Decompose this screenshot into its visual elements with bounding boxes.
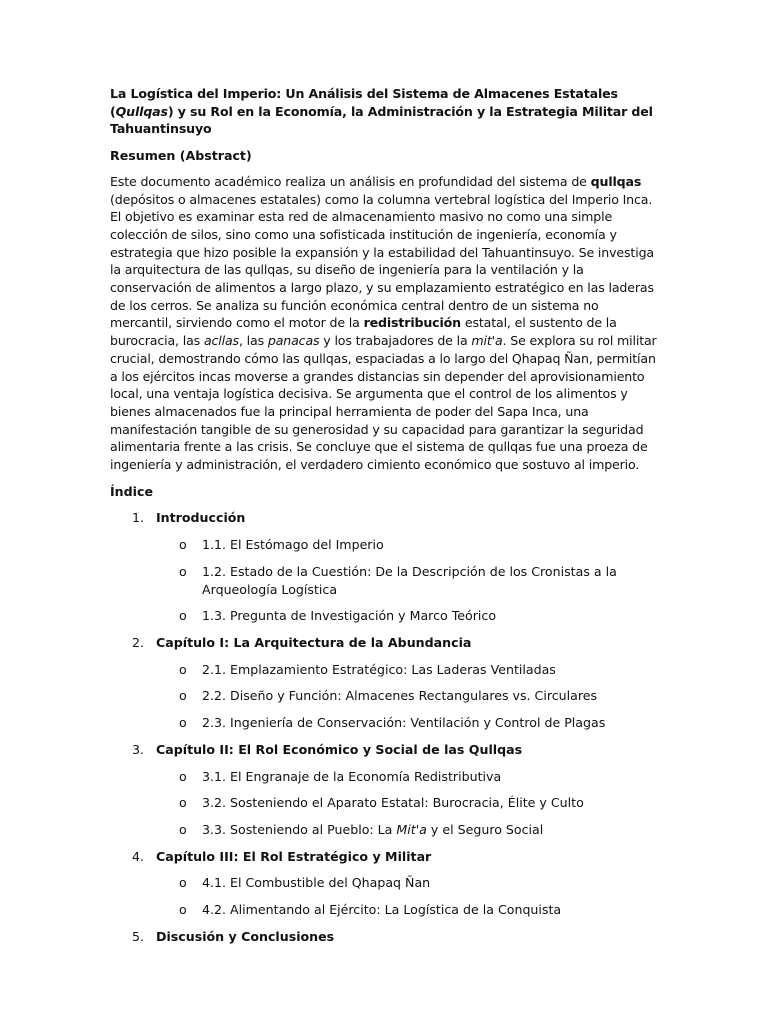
toc-section-2-1: o 2.1. Emplazamiento Estratégico: Las Laderas Ventiladas <box>179 661 556 677</box>
toc-section-3-2: o 3.2. Sosteniendo el Aparato Estatal: Burocracia, Élite y Culto <box>179 795 584 811</box>
chapter-number: 4. <box>132 848 145 864</box>
section-list <box>156 536 658 625</box>
toc-section-3-3: o 3.3. Sosteniendo al Pueblo: La Mit'a y el Seguro Social <box>179 821 544 837</box>
chapter-title: Capítulo II: El Rol Económico y Social de las Qullqas <box>156 741 523 757</box>
bullet-icon: o <box>179 563 187 579</box>
bullet-icon: o <box>179 608 187 624</box>
abstract-paragraph: Este documento académico realiza un análisis en profundidad del sistema de qullqas (depósitos o almacenes estatales) como la columna vertebral logística del Imperio Inca. El objetivo es examinar esta red de almacenamiento masivo no como una simple colección de silos, sino como una sofisticada institución de ingeniería, economía y estrategia que hizo posible la expansión y la estabilidad del Tahuantinsuyo. Se investiga la arquitectura de las qullqas, su diseño de ingeniería para la ventilación y la conservación de alimentos a largo plazo, y su emplazamiento estratégico en las laderas de los cerros. Se analiza su función económica central dentro de un sistema no mercantil, sirviendo como el motor de la redistribución estatal, el sustento de la burocracia, las acllas, las panacas y los trabajadores de la mit'a. Se explora su rol militar crucial, demostrando cómo las qullqas, espaciadas a lo largo del Qhapaq Ñan, permitían a los ejércitos incas moverse a grandes distancias sin depender del aprovisionamiento local, una ventaja logística decisiva. Se argumenta que el control de los alimentos y bienes almacenados fue la principal herramienta de poder del Sapa Inca, una manifestación tangible de su generosidad y su capacidad para garantizar la seguridad alimentaria frente a las crisis. Se concluye que el sistema de qullqas fue una proeza de ingeniería y administración, el verdadero cimiento económico que sostuvo al imperio. <box>110 173 657 473</box>
bullet-icon: o <box>179 768 187 784</box>
bullet-icon: o <box>179 537 187 553</box>
toc-chapter-5 <box>110 928 658 946</box>
toc-section-1-1: o 1.1. El Estómago del Imperio <box>179 537 384 553</box>
table-of-contents <box>110 509 658 945</box>
chapter-title: Discusión y Conclusiones <box>156 928 335 944</box>
toc-section-1-2: o 1.2. Estado de la Cuestión: De la Descripción de los Cronistas a la Arqueología Logística <box>179 563 617 597</box>
chapter-title: Introducción <box>156 510 246 526</box>
bullet-icon: o <box>179 688 187 704</box>
chapter-number: 5. <box>132 928 145 944</box>
chapter-title: Capítulo III: El Rol Estratégico y Militar <box>156 848 432 864</box>
toc-chapter-3 <box>110 741 658 839</box>
toc-section-4-1: o 4.1. El Combustible del Qhapaq Ñan <box>179 875 431 891</box>
toc-chapter-1 <box>110 509 658 625</box>
toc-section-4-2: o 4.2. Alimentando al Ejército: La Logística de la Conquista <box>179 902 562 918</box>
section-list <box>156 768 658 839</box>
toc-section-2-2: o 2.2. Diseño y Función: Almacenes Rectangulares vs. Circulares <box>179 688 598 704</box>
bullet-icon: o <box>179 821 187 837</box>
toc-chapter-4 <box>110 848 658 919</box>
index-heading: Índice <box>110 483 153 499</box>
bullet-icon: o <box>179 795 187 811</box>
bullet-icon: o <box>179 902 187 918</box>
chapter-title: Capítulo I: La Arquitectura de la Abundancia <box>156 634 472 650</box>
toc-section-1-3: o 1.3. Pregunta de Investigación y Marco Teórico <box>179 608 497 624</box>
bullet-icon: o <box>179 661 187 677</box>
section-list <box>156 661 658 732</box>
toc-section-3-1: o 3.1. El Engranaje de la Economía Redistributiva <box>179 768 502 784</box>
document-title: La Logística del Imperio: Un Análisis del Sistema de Almacenes Estatales (Qullqas) y su Rol en la Economía, la Administración y la Estrategia Militar del Tahuantinsuyo <box>110 86 653 137</box>
chapter-number: 2. <box>132 634 145 650</box>
title-italic-term: Qullqas <box>115 103 168 119</box>
abstract-heading: Resumen (Abstract) <box>110 148 252 164</box>
toc-chapter-2 <box>110 634 658 732</box>
bullet-icon: o <box>179 715 187 731</box>
section-list <box>156 874 658 918</box>
chapter-number: 3. <box>132 741 145 757</box>
bullet-icon: o <box>179 875 187 891</box>
chapter-number: 1. <box>132 510 145 526</box>
toc-section-2-3: o 2.3. Ingeniería de Conservación: Ventilación y Control de Plagas <box>179 715 606 731</box>
